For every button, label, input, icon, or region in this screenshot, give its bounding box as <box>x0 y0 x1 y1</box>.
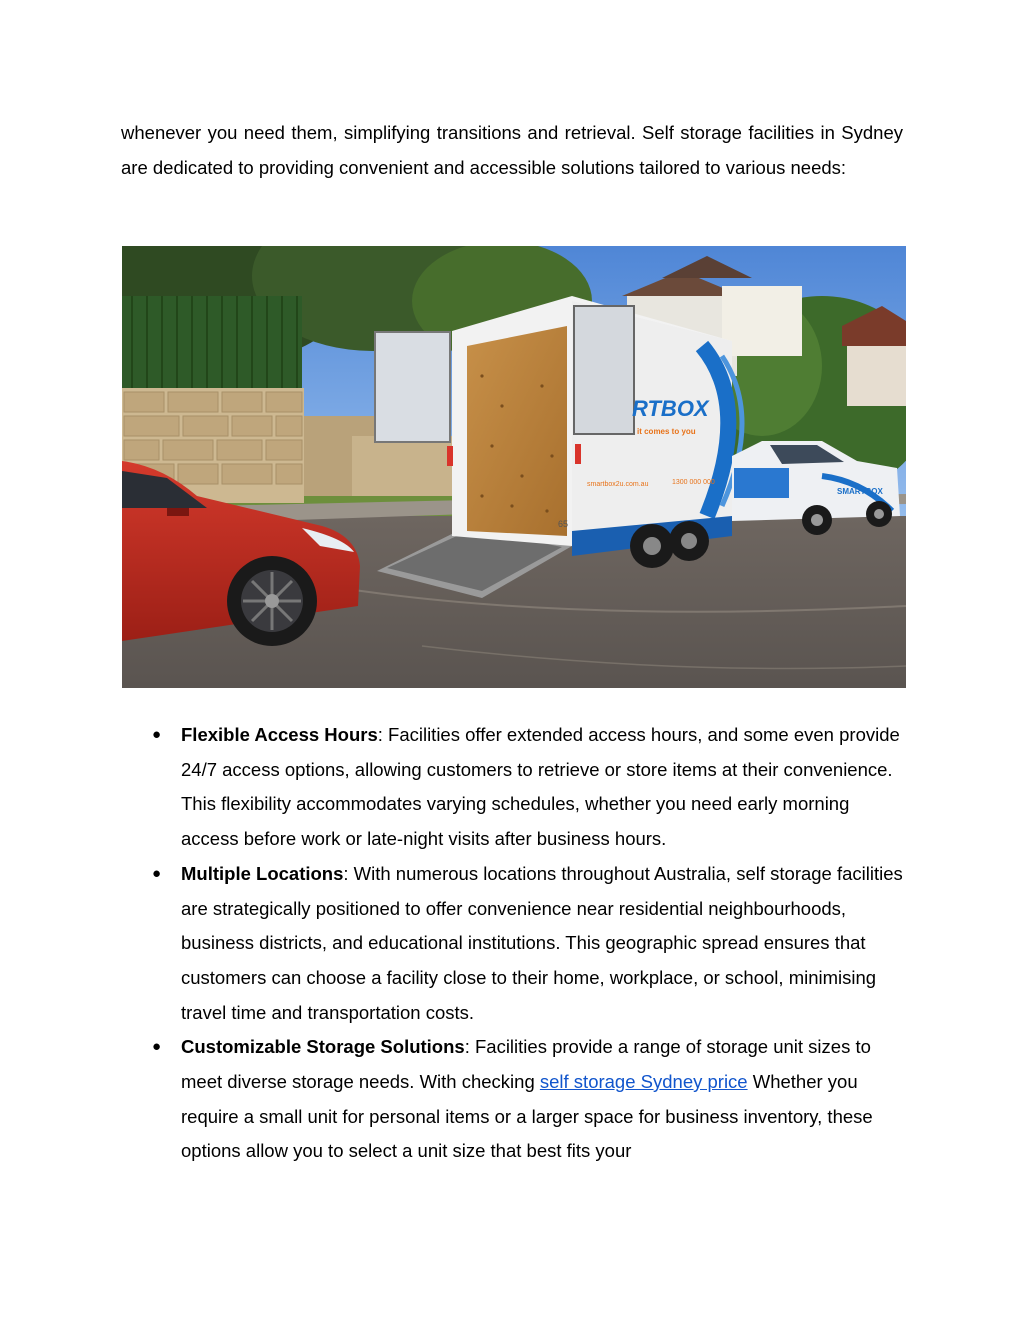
trailer-number-text: 65 <box>558 519 569 529</box>
list-item <box>152 1030 912 1169</box>
bullet-icon: ● <box>152 864 162 882</box>
feature-description: : Facilities provide a range of storage unit sizes to meet diverse storage needs. With checking <box>181 1036 871 1093</box>
features-list <box>152 718 912 1169</box>
trailer-tagline-text: it comes to you <box>637 427 696 436</box>
feature-description: : Facilities offer extended access hours, and some even provide 24/7 access options, allowing customers to retrieve or store items at their convenience. This flexibility accommodates varying schedules, whether you need early morning access before work or late-night visits after business hours. <box>181 724 900 850</box>
feature-term: Customizable Storage Solutions <box>181 1036 465 1058</box>
trailer-brand-text: RTBOX <box>632 396 709 421</box>
bullet-icon: ● <box>152 1038 162 1056</box>
intro-paragraph: whenever you need them, simplifying transitions and retrieval. Self storage facilities in Sydney are dedicated to providing convenient and accessible solutions tailored to various needs: <box>121 122 903 178</box>
bullet-icon: ● <box>152 726 162 743</box>
trailer-phone-text: 1300 000 000 <box>672 479 715 486</box>
feature-term: Multiple Locations <box>181 862 344 884</box>
trailer-website-text: smartbox2u.com.au <box>587 481 649 488</box>
self-storage-sydney-price-link[interactable]: self storage Sydney price <box>539 1071 748 1093</box>
feature-description-continued: Whether you require a small unit for personal items or a larger space for business inventory, these options allow you to select a unit size that best fits your <box>181 1071 873 1162</box>
feature-term: Flexible Access Hours <box>181 724 378 745</box>
feature-description: : With numerous locations throughout Australia, self storage facilities are strategically positioned to offer convenience near residential neighbourhoods, business districts, and educational institutions. This geographic spread ensures that customers can choose a facility close to their home, workplace, or school, minimising travel time and transportation costs. <box>181 862 903 1023</box>
list-item <box>152 857 912 1031</box>
list-item <box>152 718 912 857</box>
ute-brand-text: SMARTBOX <box>837 487 883 496</box>
storage-trailer-photo <box>122 246 906 688</box>
